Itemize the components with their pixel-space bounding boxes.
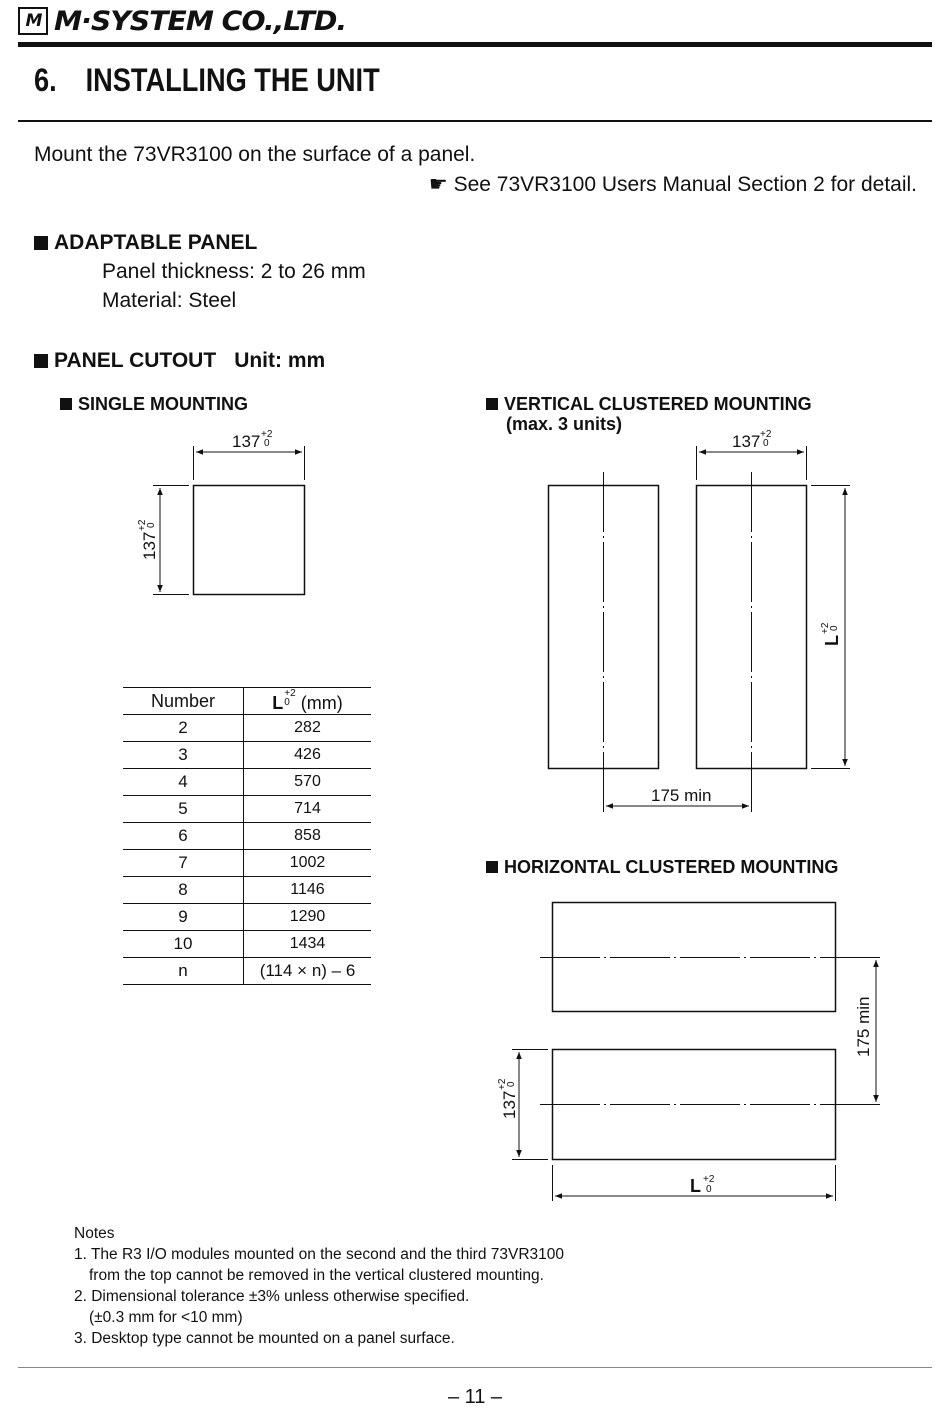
panel-cutout-unit: Unit: mm bbox=[234, 349, 326, 372]
table-header-unit: (mm) bbox=[300, 692, 343, 713]
table-row bbox=[123, 796, 371, 823]
vertical-mounting-heading-text: VERTICAL CLUSTERED MOUNTING bbox=[504, 394, 812, 414]
single-height-tol-minus: 0 bbox=[146, 522, 157, 528]
horizontal-height-tol-plus: +2 bbox=[497, 1078, 508, 1090]
horizontal-height-tol-minus: 0 bbox=[506, 1081, 517, 1087]
vertical-width-label: 137 bbox=[732, 432, 761, 451]
horizontal-height-label: 137 bbox=[500, 1090, 519, 1119]
table-row bbox=[123, 850, 371, 877]
section-title-text: INSTALLING THE UNIT bbox=[85, 62, 380, 98]
horizontal-mounting-heading-text: HORIZONTAL CLUSTERED MOUNTING bbox=[504, 857, 839, 877]
vertical-length-label: L bbox=[822, 635, 842, 646]
page-number: – 11 – bbox=[447, 1386, 503, 1408]
vertical-length-tol-plus: +2 bbox=[820, 622, 831, 634]
horizontal-length-label: L bbox=[690, 1176, 701, 1196]
panel-material: Material: Steel bbox=[102, 289, 237, 312]
vertical-spacing-label: 175 min bbox=[651, 786, 712, 805]
horizontal-length-tol-minus: 0 bbox=[706, 1184, 712, 1195]
pointing-hand-icon: ☛ bbox=[428, 173, 448, 196]
single-cutout-rect bbox=[194, 486, 305, 595]
m-system-logo-icon: M bbox=[18, 7, 48, 35]
adaptable-panel-heading-text: ADAPTABLE PANEL bbox=[54, 231, 258, 254]
table-cell-number: 6 bbox=[123, 823, 244, 850]
table-cell-length: (114 × n) – 6 bbox=[244, 958, 372, 985]
table-row bbox=[123, 958, 371, 985]
table-row bbox=[123, 715, 371, 742]
table-row bbox=[123, 904, 371, 931]
table-row bbox=[123, 742, 371, 769]
table-cell-length: 570 bbox=[244, 769, 372, 796]
note-1-line-2: from the top cannot be removed in the vertical clustered mounting. bbox=[89, 1267, 544, 1284]
table-header-tol-minus: 0 bbox=[284, 696, 290, 708]
table-cell-length: 858 bbox=[244, 823, 372, 850]
note-2-line-1: 2. Dimensional tolerance ±3% unless otherwise specified. bbox=[74, 1288, 470, 1305]
notes bbox=[74, 1223, 564, 1349]
table-cell-number: 10 bbox=[123, 931, 244, 958]
horizontal-length-tol-plus: +2 bbox=[703, 1174, 715, 1185]
single-height-tol-plus: +2 bbox=[137, 519, 148, 531]
table-cell-number: n bbox=[123, 958, 244, 985]
table-row bbox=[123, 769, 371, 796]
footer-rule bbox=[18, 1367, 932, 1368]
table-row bbox=[123, 823, 371, 850]
horizontal-spacing-label: 175 min bbox=[854, 996, 873, 1057]
table-cell-length: 1434 bbox=[244, 931, 372, 958]
table-cell-length: 1002 bbox=[244, 850, 372, 877]
table-row bbox=[123, 877, 371, 904]
notes-heading: Notes bbox=[74, 1225, 115, 1242]
table-cell-length: 714 bbox=[244, 796, 372, 823]
table-cell-number: 5 bbox=[123, 796, 244, 823]
table-body bbox=[123, 715, 371, 985]
table-cell-length: 1146 bbox=[244, 877, 372, 904]
vertical-width-tol-minus: 0 bbox=[763, 438, 769, 449]
single-width-label: 137 bbox=[232, 432, 261, 451]
panel-thickness: Panel thickness: 2 to 26 mm bbox=[102, 260, 366, 283]
table-header-number: Number bbox=[123, 688, 244, 715]
length-table bbox=[123, 687, 371, 985]
table-cell-length: 282 bbox=[244, 715, 372, 742]
single-height-label: 137 bbox=[140, 531, 159, 560]
vertical-width-tol-plus: +2 bbox=[760, 429, 772, 440]
panel-cutout-heading-text: PANEL CUTOUT bbox=[54, 349, 217, 372]
single-mounting-heading-text: SINGLE MOUNTING bbox=[78, 394, 248, 414]
vertical-mounting-subheading: (max. 3 units) bbox=[506, 414, 623, 434]
table-cell-length: 426 bbox=[244, 742, 372, 769]
company-name: M·SYSTEM CO.,LTD. bbox=[54, 5, 347, 37]
table-header-l: L bbox=[272, 692, 284, 713]
single-width-tol-minus: 0 bbox=[264, 438, 270, 449]
intro-text: Mount the 73VR3100 on the surface of a panel. bbox=[34, 143, 476, 166]
table-header-length bbox=[244, 688, 372, 715]
table-row bbox=[123, 931, 371, 958]
vertical-length-tol-minus: 0 bbox=[829, 625, 840, 631]
table-cell-number: 3 bbox=[123, 742, 244, 769]
table-cell-number: 2 bbox=[123, 715, 244, 742]
single-width-tol-plus: +2 bbox=[261, 429, 273, 440]
table-cell-number: 8 bbox=[123, 877, 244, 904]
table-cell-number: 4 bbox=[123, 769, 244, 796]
table-cell-length: 1290 bbox=[244, 904, 372, 931]
table-header-tol-plus: +2 bbox=[284, 687, 296, 699]
note-3: 3. Desktop type cannot be mounted on a panel surface. bbox=[74, 1330, 455, 1347]
table-cell-number: 7 bbox=[123, 850, 244, 877]
note-1-line-1: 1. The R3 I/O modules mounted on the second and the third 73VR3100 bbox=[74, 1246, 565, 1263]
reference-text: See 73VR3100 Users Manual Section 2 for detail. bbox=[453, 173, 917, 196]
table-cell-number: 9 bbox=[123, 904, 244, 931]
note-2-line-2: (±0.3 mm for <10 mm) bbox=[89, 1309, 243, 1326]
section-number: 6. bbox=[34, 62, 57, 98]
